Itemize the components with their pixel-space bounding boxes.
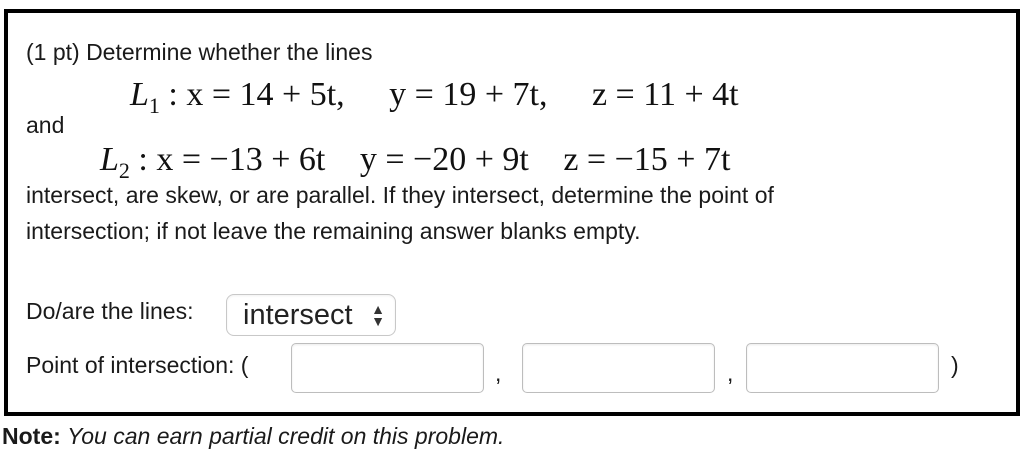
select-arrows-icon: ▲ ▼ [371,301,385,329]
note-text: You can earn partial credit on this problem. [67,423,505,449]
line-1-y-equation: y = 19 + 7t, [389,76,548,113]
line-2-x-equation: : x = −13 + 6t [138,141,326,178]
comma-2: , [727,360,734,386]
problem-box [4,9,1020,416]
comma-1: , [495,360,502,386]
line-1-equation [130,75,739,118]
and-text: and [26,112,65,138]
line-1-x-equation: : x = 14 + 5t, [168,76,345,113]
note-label: Note: [2,423,61,449]
line-1-subscript: 1 [148,93,160,118]
line-2-equation [100,140,730,183]
problem-intro: (1 pt) Determine whether the lines [26,39,373,65]
line-2-z-equation: z = −15 + 7t [563,141,731,178]
relation-selected-value: intersect [243,298,353,331]
point-x-input[interactable] [291,343,484,393]
line-2-y-equation: y = −20 + 9t [359,141,529,178]
line-2-subscript: 2 [118,158,130,183]
instruction-line-1: intersect, are skew, or are parallel. If they intersect, determine the point of [26,182,774,208]
line-1-z-equation: z = 11 + 4t [591,76,739,113]
instruction-line-2: intersection; if not leave the remaining answer blanks empty. [26,218,641,244]
relation-label: Do/are the lines: [26,298,194,324]
line-2-name: L [100,141,119,178]
close-paren: ) [951,352,959,378]
point-label: Point of intersection: ( [26,352,249,378]
relation-select[interactable] [226,294,396,336]
point-z-input[interactable] [746,343,939,393]
point-y-input[interactable] [522,343,715,393]
partial-credit-note [2,422,504,450]
line-1-name: L [130,76,149,113]
